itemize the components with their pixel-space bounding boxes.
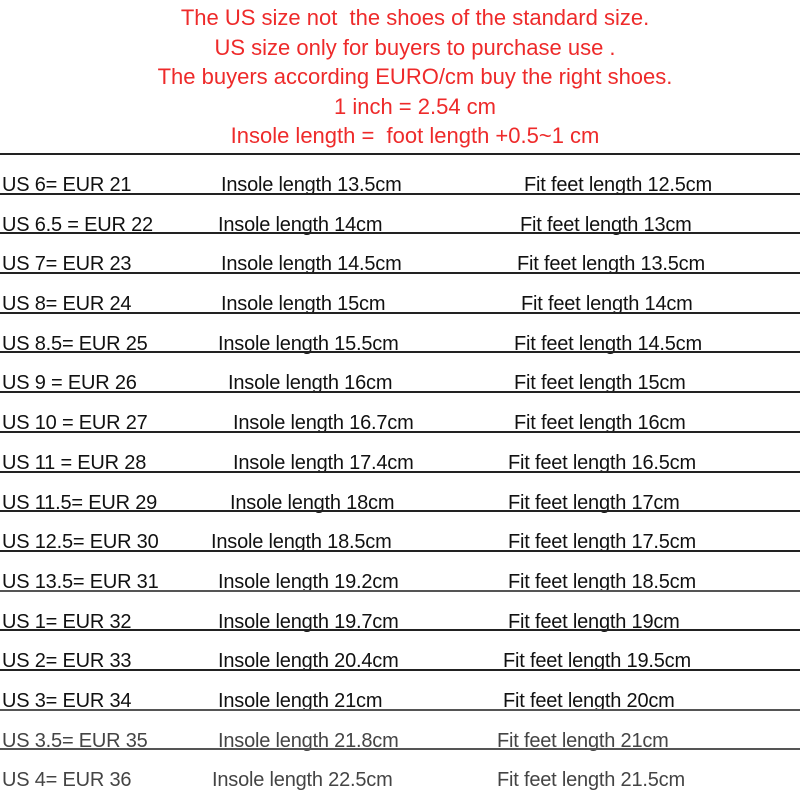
us-eur-size: US 4= EUR 36 [2,769,132,792]
table-row [0,391,800,435]
fit-feet-length: Fit feet length 21.5cm [497,769,685,792]
us-eur-size: US 7= EUR 23 [2,253,132,276]
insole-length: Insole length 16.7cm [233,412,414,435]
us-eur-size: US 6= EUR 21 [2,174,132,196]
table-row [0,272,800,316]
us-eur-size: US 3.5= EUR 35 [2,729,148,752]
fit-feet-length: Fit feet length 16cm [514,412,686,435]
us-eur-size: US 2= EUR 33 [2,650,132,673]
notice-line: The US size not the shoes of the standard size. [180,5,650,30]
us-eur-size: US 8= EUR 24 [2,293,132,316]
insole-length: Insole length 18.5cm [211,531,392,554]
us-eur-size: US 1= EUR 32 [2,610,132,633]
notice-line: Insole length = foot length +0.5~1 cm [230,123,600,148]
insole-length: Insole length 21.8cm [218,729,399,752]
insole-length: Insole length 15cm [221,293,386,316]
table-row [0,232,800,276]
fit-feet-length: Fit feet length 17.5cm [508,531,696,554]
table-row [0,471,800,514]
fit-feet-length: Fit feet length 13.5cm [517,253,705,276]
fit-feet-length: Fit feet length 15cm [514,372,686,395]
insole-length: Insole length 15.5cm [218,332,399,355]
insole-length: Insole length 20.4cm [218,650,399,673]
insole-length: Insole length 19.2cm [218,570,399,593]
us-eur-size: US 9 = EUR 26 [2,372,137,395]
notice-line: 1 inch = 2.54 cm [333,93,497,119]
table-row [0,669,800,712]
insole-length: Insole length 18cm [230,491,395,514]
fit-feet-length: Fit feet length 18.5cm [508,570,696,593]
fit-feet-length: Fit feet length 17cm [508,491,680,514]
us-eur-size: US 8.5= EUR 25 [2,332,148,355]
notice-line: The buyers according EURO/cm buy the right shoes. [157,64,673,89]
size-notice [0,3,800,151]
insole-length: Insole length 21cm [218,689,383,712]
fit-feet-length: Fit feet length 13cm [520,213,692,236]
table-row [0,709,800,752]
fit-feet-length: Fit feet length 21cm [497,729,669,752]
us-eur-size: US 11 = EUR 28 [2,451,147,474]
table-row [0,510,800,554]
table-row [0,629,800,673]
notice-line: US size only for buyers to purchase use . [214,34,616,60]
table-row [0,748,800,792]
fit-feet-length: Fit feet length 14.5cm [514,332,702,355]
insole-length: Insole length 19.7cm [218,610,399,633]
table-row [0,351,800,395]
table-row [0,153,800,196]
insole-length: Insole length 14cm [218,213,383,236]
us-eur-size: US 11.5= EUR 29 [2,491,158,514]
fit-feet-length: Fit feet length 19cm [508,610,680,633]
table-row [0,550,800,593]
insole-length: Insole length 16cm [228,372,393,395]
table-row [0,312,800,355]
table-row [0,590,800,633]
fit-feet-length: Fit feet length 14cm [521,293,693,316]
insole-length: Insole length 14.5cm [221,253,402,276]
fit-feet-length: Fit feet length 12.5cm [524,174,712,196]
us-eur-size: US 10 = EUR 27 [2,412,148,435]
fit-feet-length: Fit feet length 20cm [503,689,675,712]
us-eur-size: US 3= EUR 34 [2,689,132,712]
insole-length: Insole length 13.5cm [221,174,402,196]
table-row [0,431,800,474]
fit-feet-length: Fit feet length 16.5cm [508,451,696,474]
fit-feet-length: Fit feet length 19.5cm [503,650,691,673]
size-chart-table [0,153,800,792]
us-eur-size: US 6.5 = EUR 22 [2,213,153,236]
insole-length: Insole length 17.4cm [233,451,414,474]
us-eur-size: US 13.5= EUR 31 [2,570,159,593]
table-row [0,193,800,236]
insole-length: Insole length 22.5cm [212,769,393,792]
us-eur-size: US 12.5= EUR 30 [2,531,159,554]
